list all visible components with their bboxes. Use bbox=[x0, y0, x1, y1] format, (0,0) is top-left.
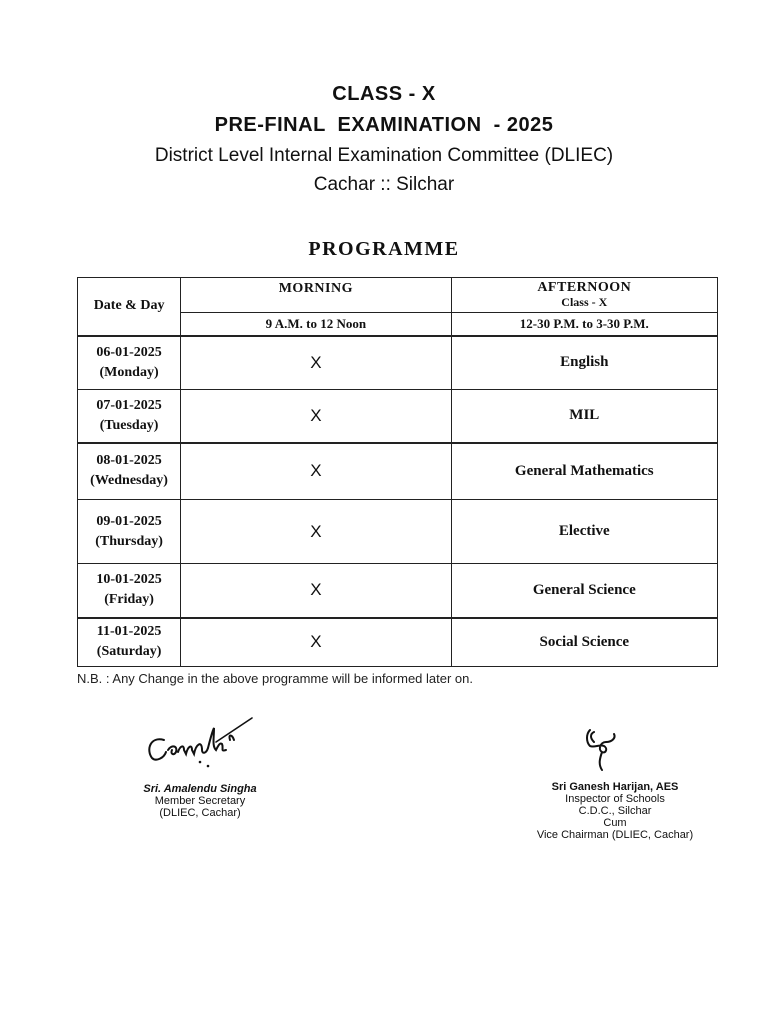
morning-cell: X bbox=[181, 564, 451, 618]
table-row bbox=[78, 443, 718, 500]
header-afternoon-time: 12-30 P.M. to 3-30 P.M. bbox=[451, 313, 717, 336]
date-text: 11-01-2025 bbox=[96, 624, 162, 640]
date-text: 06-01-2025 bbox=[96, 344, 162, 360]
date-text: 09-01-2025 bbox=[96, 513, 162, 529]
day-text: (Wednesday) bbox=[90, 473, 168, 489]
signatory-left-org: (DLIEC, Cachar) bbox=[159, 807, 241, 819]
table-row bbox=[78, 336, 718, 390]
afternoon-subject: General Science bbox=[451, 564, 717, 618]
day-text: (Thursday) bbox=[95, 533, 163, 549]
header-morning-time: 9 A.M. to 12 Noon bbox=[181, 313, 451, 336]
place-heading: Cachar :: Silchar bbox=[313, 174, 455, 195]
programme-title: PROGRAMME bbox=[308, 238, 460, 260]
day-text: (Tuesday) bbox=[99, 417, 159, 433]
table-row bbox=[78, 500, 718, 564]
afternoon-subject: Social Science bbox=[451, 618, 717, 667]
signatory-right-name: Sri Ganesh Harijan, AES bbox=[551, 781, 679, 793]
note-text: N.B. : Any Change in the above programme will be informed later on. bbox=[77, 671, 473, 686]
header-afternoon bbox=[451, 278, 717, 313]
table-header-row bbox=[78, 278, 718, 313]
header-afternoon-label: AFTERNOON bbox=[537, 280, 632, 295]
exam-heading: PRE-FINAL EXAMINATION - 2025 bbox=[214, 114, 554, 136]
header-morning: MORNING bbox=[181, 278, 451, 313]
table-row bbox=[78, 618, 718, 667]
day-text: (Friday) bbox=[104, 592, 154, 608]
morning-cell: X bbox=[181, 500, 451, 564]
header-date-day: Date & Day bbox=[78, 278, 181, 336]
signature-image-right bbox=[520, 720, 710, 776]
header-afternoon-class: Class - X bbox=[561, 295, 608, 309]
schedule-table bbox=[77, 277, 718, 667]
morning-cell: X bbox=[181, 443, 451, 500]
signature-image-left bbox=[120, 710, 280, 778]
date-text: 10-01-2025 bbox=[96, 572, 162, 588]
day-text: (Saturday) bbox=[96, 644, 162, 660]
date-cell bbox=[78, 500, 181, 564]
date-cell bbox=[78, 618, 181, 667]
signatory-left-name: Sri. Amalendu Singha bbox=[143, 783, 257, 795]
date-cell bbox=[78, 564, 181, 618]
morning-cell: X bbox=[181, 336, 451, 390]
table-row bbox=[78, 390, 718, 443]
committee-heading: District Level Internal Examination Committee (DLIEC) bbox=[154, 145, 614, 166]
date-cell bbox=[78, 390, 181, 443]
signatory-left-title: Member Secretary bbox=[154, 795, 246, 807]
date-cell bbox=[78, 443, 181, 500]
signatory-right-role: Vice Chairman (DLIEC, Cachar) bbox=[536, 829, 694, 841]
afternoon-subject: MIL bbox=[451, 390, 717, 443]
date-cell bbox=[78, 336, 181, 390]
signatory-right-title: Inspector of Schools bbox=[565, 793, 665, 805]
signature-block-right bbox=[520, 720, 710, 841]
day-text: (Monday) bbox=[99, 364, 159, 380]
morning-cell: X bbox=[181, 618, 451, 667]
class-heading: CLASS - X bbox=[332, 83, 436, 105]
date-text: 08-01-2025 bbox=[96, 453, 162, 469]
date-text: 07-01-2025 bbox=[96, 397, 162, 413]
signatory-right-cum: Cum bbox=[603, 817, 627, 829]
signature-block-left bbox=[120, 710, 280, 819]
afternoon-subject: General Mathematics bbox=[451, 443, 717, 500]
afternoon-subject: English bbox=[451, 336, 717, 390]
afternoon-subject: Elective bbox=[451, 500, 717, 564]
table-row bbox=[78, 564, 718, 618]
morning-cell: X bbox=[181, 390, 451, 443]
signatory-right-office: C.D.C., Silchar bbox=[578, 805, 652, 817]
